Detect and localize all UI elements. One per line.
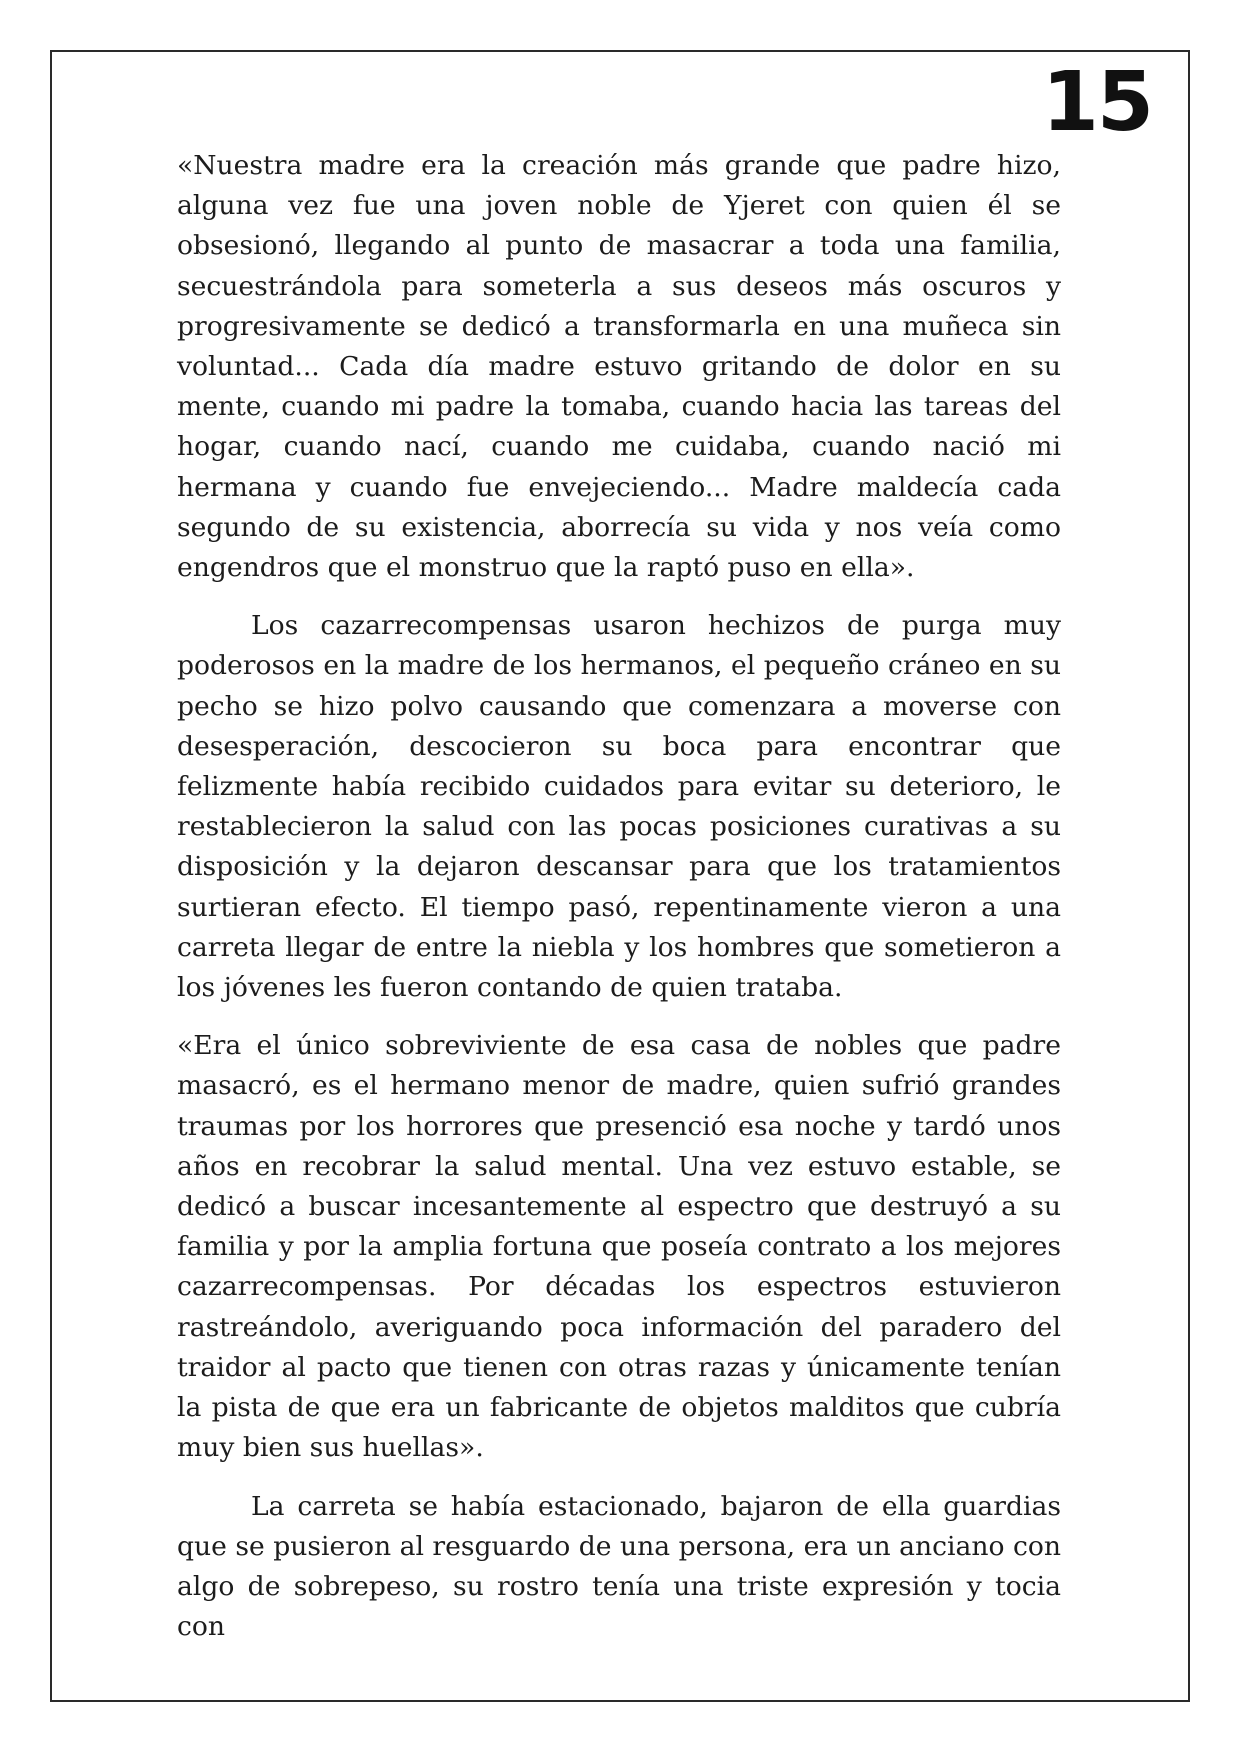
paragraph-4: La carreta se había estacionado, bajaron de ella guardias que se pusieron al resguardo de una persona, era un anciano con algo de sobrepeso, su rostro tenía una triste expresión y tocia con: [177, 1490, 1061, 1643]
page-number: 15: [1041, 55, 1152, 150]
text-body: [177, 146, 1061, 1665]
paragraph-2: Los cazarrecompensas usaron hechizos de purga muy poderosos en la madre de los hermanos, el pequeño cráneo en su pecho se hizo polvo causando que comenzara a moverse con desesperación, descocieron su boca para encontrar que felizmente había recibido cuidados para evitar su deterioro, le restablecieron la salud con las pocas posiciones curativas a su disposición y la dejaron descansar para que los tratamientos surtieran efecto. El tiempo pasó, repentinamente vieron a una carreta llegar de entre la niebla y los hombres que sometieron a los jóvenes les fueron contando de quien trataba.: [177, 610, 1061, 1004]
paragraph-1: «Nuestra madre era la creación más grande que padre hizo, alguna vez fue una joven noble de Yjeret con quien él se obsesionó, llegando al punto de masacrar a toda una familia, secuestrándola para someterla a sus deseos más oscuros y progresivamente se dedicó a transformarla en una muñeca sin voluntad... Cada día madre estuvo gritando de dolor en su mente, cuando mi padre la tomaba, cuando hacia las tareas del hogar, cuando nací, cuando me cuidaba, cuando nació mi hermana y cuando fue envejeciendo... Madre maldecía cada segundo de su existencia, aborrecía su vida y nos veía como engendros que el monstruo que la raptó puso en ella».: [177, 150, 1061, 584]
paragraph-3: «Era el único sobreviviente de esa casa de nobles que padre masacró, es el hermano menor de madre, quien sufrió grandes traumas por los horrores que presenció esa noche y tardó unos años en recobrar la salud mental. Una vez estuvo estable, se dedicó a buscar incesantemente al espectro que destruyó a su familia y por la amplia fortuna que poseía contrato a los mejores cazarrecompensas. Por décadas los espectros estuvieron rastreándolo, averiguando poca información del paradero del traidor al pacto que tienen con otras razas y únicamente tenían la pista de que era un fabricante de objetos malditos que cubría muy bien sus huellas».: [177, 1030, 1061, 1464]
